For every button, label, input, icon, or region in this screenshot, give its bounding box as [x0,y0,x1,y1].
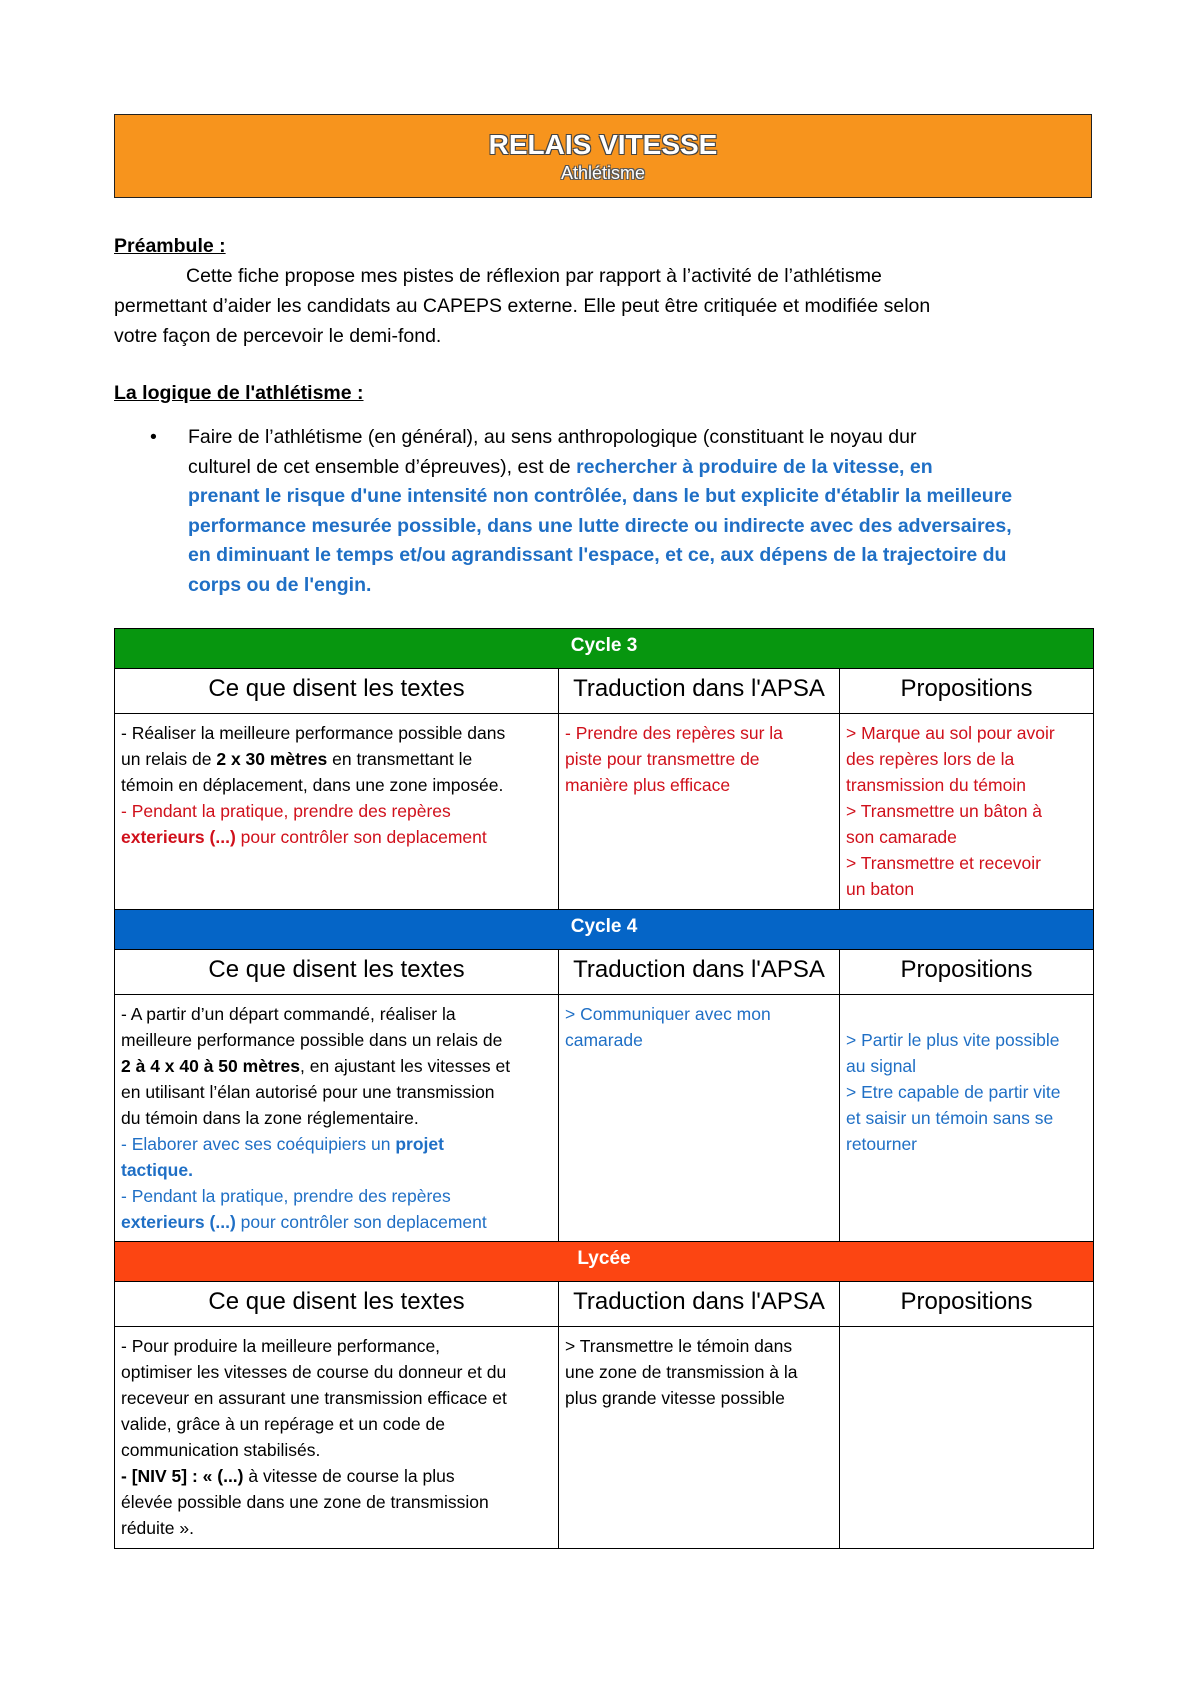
preambule-line-2: permettant d’aider les candidats au CAPEPS externe. Elle peut être critiquée et modifiée selon [114,295,931,317]
logique-line-4: performance mesurée possible, dans une lutte directe ou indirecte avec des adversaires, [188,514,1012,537]
logique-line-2: culturel de cet ensemble d’épreuves), est de rechercher à produire de la vitesse, en [188,455,933,478]
col-header-textes: Ce que disent les textes [115,669,559,714]
lycee-header-row [115,1242,1094,1282]
cycles-table [114,628,1094,1549]
preambule-line-1: Cette fiche propose mes pistes de réflexion par rapport à l’activité de l’athlétisme [186,265,882,287]
cycle3-label: Cycle 3 [115,629,1094,669]
cycle3-header-row [115,629,1094,669]
col-header-propositions: Propositions [840,1282,1094,1327]
preambule-line-3: votre façon de percevoir le demi-fond. [114,325,442,347]
cycle4-traduction-cell: > Communiquer avec mon camarade [559,995,840,1242]
lycee-content-row [115,1327,1094,1549]
cycle4-propositions-cell: > Partir le plus vite possible au signal > Etre capable de partir vite et saisir un témoin sans se retourner [840,995,1094,1242]
cycle4-header-row [115,910,1094,950]
cycle3-textes-cell: - Réaliser la meilleure performance possible dans un relais de 2 x 30 mètres en transmettant le témoin en déplacement, dans une zone imposée. - Pendant la pratique, prendre des repères exterieurs (...) pour contrôler son deplacement [115,714,559,910]
logique-line-3: prenant le risque d'une intensité non contrôlée, dans le but explicite d'établir la meilleure [188,485,1013,507]
lycee-label: Lycée [115,1242,1094,1282]
title-banner [114,114,1092,198]
col-header-propositions: Propositions [840,950,1094,995]
preambule-section [114,231,1104,351]
lycee-textes-cell: - Pour produire la meilleure performance, optimiser les vitesses de course du donneur et du receveur en assurant une transmission efficace et valide, grâce à un repérage et un code de communication stabilisés. - [NIV 5] : « (...) à vitesse de course la plus élevée possible dans une zone de transmission réduite ». [115,1327,559,1549]
lycee-propositions-cell [840,1327,1094,1549]
page-subtitle: Athlétisme [560,163,646,183]
logique-heading: La logique de l'athlétisme : [114,382,364,404]
cycle3-content-row [115,714,1094,910]
cycle4-label: Cycle 4 [115,910,1094,950]
logique-line-5: en diminuant le temps et/ou agrandissant l'espace, et ce, aux dépens de la trajectoire du [188,544,1007,566]
preambule-heading: Préambule : [114,235,226,257]
col-header-textes: Ce que disent les textes [115,950,559,995]
cycle4-content-row [115,995,1094,1242]
lycee-traduction-cell: > Transmettre le témoin dans une zone de transmission à la plus grande vitesse possible [559,1327,840,1549]
cycle4-column-headers [115,950,1094,995]
cycle4-textes-cell: - A partir d’un départ commandé, réaliser la meilleure performance possible dans un relais de 2 à 4 x 40 à 50 mètres, en ajustant les vitesses et en utilisant l’élan autorisé pour une transmission du témoin dans la zone réglementaire. - Elaborer avec ses coéquipiers un projet tactique. - Pendant la pratique, prendre des repères exterieurs (...) pour contrôler son deplacement [115,995,559,1242]
col-header-textes: Ce que disent les textes [115,1282,559,1327]
col-header-traduction: Traduction dans l'APSA [559,1282,840,1327]
cycle3-propositions-cell: > Marque au sol pour avoir des repères lors de la transmission du témoin > Transmettre un bâton à son camarade > Transmettre et recevoir un baton [840,714,1094,910]
page-title: RELAIS VITESSE [488,129,718,160]
cycle3-column-headers [115,669,1094,714]
bullet-icon: • [150,426,157,448]
logique-line-1: Faire de l’athlétisme (en général), au sens anthropologique (constituant le noyau dur [188,426,917,448]
col-header-traduction: Traduction dans l'APSA [559,669,840,714]
lycee-column-headers [115,1282,1094,1327]
col-header-propositions: Propositions [840,669,1094,714]
logique-line-6: corps ou de l'engin. [188,573,372,596]
cycle3-traduction-cell: - Prendre des repères sur la piste pour transmettre de manière plus efficace [559,714,840,910]
col-header-traduction: Traduction dans l'APSA [559,950,840,995]
logique-section [114,378,1104,408]
logique-text [188,423,1104,600]
